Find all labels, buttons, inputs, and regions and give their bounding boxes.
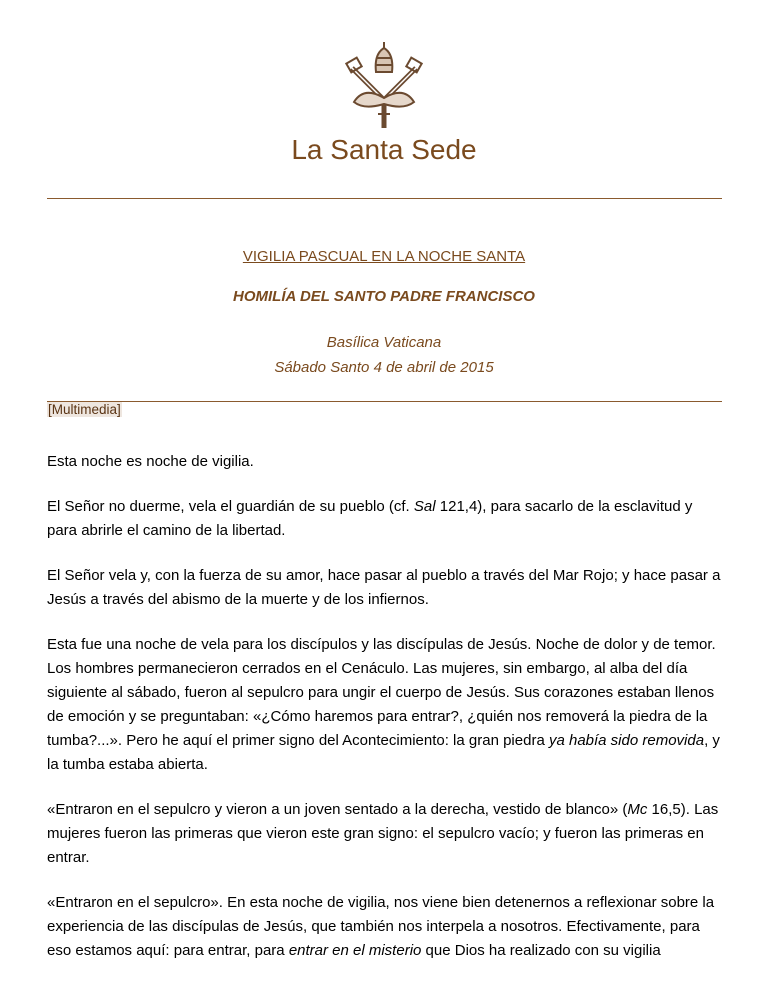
place: Basílica Vaticana [326,334,442,351]
heading-divider [47,401,722,402]
text: Esta noche es noche de vigilia. [47,453,254,470]
citation: Mc [627,801,648,818]
header-divider [47,198,722,199]
text: El Señor vela y, con la fuerza de su amor, hace pasar al pueblo a través del Mar Rojo; y hace pasar a Jesús a través del abismo de la muerte y de los infiernos. [47,567,721,608]
text: «Entraron en el sepulcro». En esta noche de vigilia, nos viene bien detenernos a reflexionar sobre la experiencia de las discípulas de Jesús, que también nos interpela a nosotros. Efectivamente, para eso estamos aquí: para entrar, para [47,894,715,959]
multimedia-link[interactable]: [Multimedia] [48,402,121,417]
paragraph [47,891,725,963]
text: , y la tumba estaba abierta. [47,732,720,773]
paragraph [47,564,725,612]
paragraph [47,450,725,474]
date: Sábado Santo 4 de abril de 2015 [274,359,494,376]
text: «Entraron en el sepulcro y vieron a un joven sentado a la derecha, vestido de blanco» ( [47,801,628,818]
homily-title: HOMILÍA DEL SANTO PADRE FRANCISCO [233,288,535,305]
paragraph [47,633,725,777]
event-link[interactable]: VIGILIA PASCUAL EN LA NOCHE SANTA [242,248,526,265]
text: 16,5). Las mujeres fueron las primeras que vieron este gran signo: el sepulcro vacío; y fueron las primeras en entrar. [47,801,719,866]
papal-coat-of-arms-icon [344,40,424,130]
emphasis: entrar en el misterio [288,942,422,959]
text: 121,4), para sacarlo de la esclavitud y para abrirle el camino de la libertad. [47,498,693,539]
citation: Sal [413,498,436,515]
text: El Señor no duerme, vela el guardián de su pueblo (cf. [47,498,414,515]
paragraph [47,798,725,870]
emphasis: ya había sido removida [548,732,705,749]
homily-body [47,450,725,984]
site-title: La Santa Sede [291,134,477,165]
text: que Dios ha realizado con su vigilia [421,942,661,959]
text: Esta fue una noche de vela para los discípulos y las discípulas de Jesús. Noche de dolor y de temor. Los hombres permanecieron cerrados en el Cenáculo. Las mujeres, sin embargo, al alba del día siguiente al sábado, fueron al sepulcro para ungir el cuerpo de Jesús. Sus corazones estaban llenos de emoción y se preguntaban: «¿Cómo haremos para entrar?, ¿quién nos removerá la piedra de la tumba?...». Pero he aquí el primer signo del Acontecimiento: la gran piedra [47,636,716,749]
paragraph [47,495,725,543]
